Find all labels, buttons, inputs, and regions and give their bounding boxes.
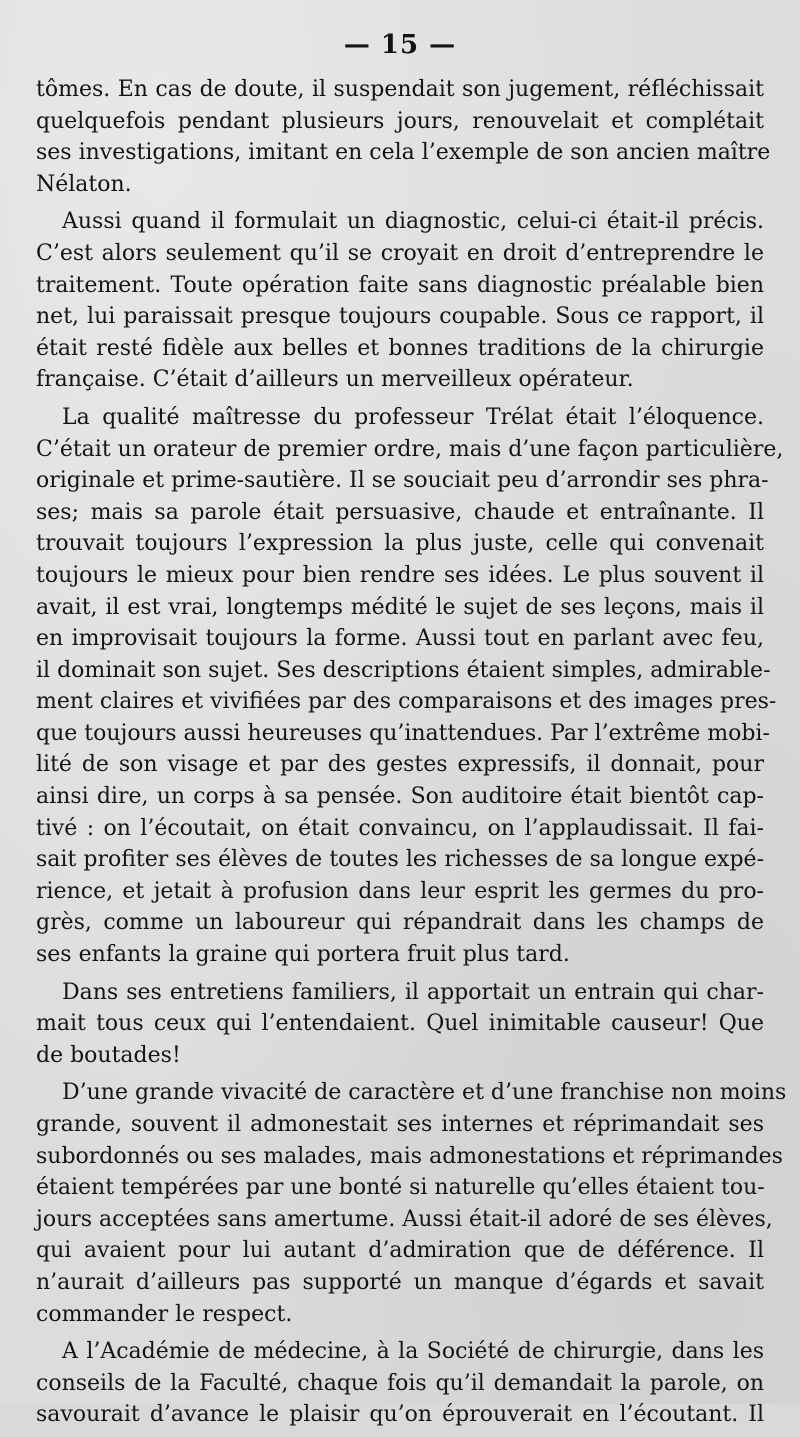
page-number: — 15 —: [343, 30, 457, 60]
text-line: étaient tempérées par une bonté si naturelle qu’elles étaient tou-: [36, 1175, 765, 1201]
paragraph: [36, 977, 764, 1072]
text-line: il dominait son sujet. Ses descriptions étaient simples, admirable-: [36, 657, 771, 683]
paragraph: [36, 74, 771, 200]
text-line: ses enfants la graine qui portera fruit plus tard.: [36, 942, 570, 968]
text-line: sait profiter ses élèves de toutes les richesses de sa longue expé-: [36, 847, 764, 873]
text-line: tômes. En cas de doute, il suspendait son jugement, réfléchissait: [36, 77, 764, 102]
text-line: ment claires et vivifiées par des comparaisons et des images pres-: [36, 689, 777, 715]
text-line: ainsi dire, un corps à sa pensée. Son auditoire était bientôt cap-: [36, 784, 764, 810]
text-line: A l’Académie de médecine, à la Société de chirurgie, dans les: [62, 1339, 764, 1365]
text-line: jours acceptées sans amertume. Aussi était-il adoré de ses élèves,: [36, 1206, 773, 1232]
text-line: quelquefois pendant plusieurs jours, renouvelait et complétait: [36, 108, 764, 134]
text-line: trouvait toujours l’expression la plus juste, celle qui convenait: [36, 531, 764, 557]
paragraph: [36, 402, 784, 971]
text-line: D’une grande vivacité de caractère et d’une franchise non moins: [62, 1080, 787, 1106]
text-line: ses; mais sa parole était persuasive, chaude et entraînante. Il: [36, 499, 764, 525]
text-line: savourait d’avance le plaisir qu’on éprouverait en l’écoutant. Il: [36, 1402, 764, 1428]
text-line: net, lui paraissait presque toujours coupable. Sous ce rapport, il: [36, 304, 764, 330]
text-line: rience, et jetait à profusion dans leur esprit les germes du pro-: [36, 878, 764, 904]
text-line: qui avaient pour lui autant d’admiration que de déférence. Il: [36, 1238, 764, 1264]
text-line: grande, souvent il admonestait ses internes et réprimandait ses: [36, 1112, 764, 1137]
text-line: tivé : on l’écoutait, on était convaincu, on l’applaudissait. Il fai-: [36, 815, 764, 841]
text-line: de boutades!: [36, 1042, 181, 1068]
text-line: française. C’était d’ailleurs un merveilleux opérateur.: [36, 367, 634, 393]
text-line: grès, comme un laboureur qui répandrait dans les champs de: [36, 910, 764, 936]
text-line: commander le respect.: [36, 1301, 293, 1327]
paragraph: [36, 206, 764, 396]
text-line: La qualité maîtresse du professeur Trélat était l’éloquence.: [62, 404, 764, 430]
body-text: [36, 74, 787, 1437]
text-line: traitement. Toute opération faite sans diagnostic préalable bien: [36, 272, 764, 298]
text-line: ses investigations, imitant en cela l’exemple de son ancien maître: [36, 140, 771, 166]
text-line: avait, il est vrai, longtemps médité le sujet de ses leçons, mais il: [36, 594, 764, 620]
text-line: C’était un orateur de premier ordre, mais d’une façon particulière,: [36, 436, 784, 462]
text-line: était resté fidèle aux belles et bonnes traditions de la chirurgie: [36, 335, 764, 361]
text-line: conseils de la Faculté, chaque fois qu’il demandait la parole, on: [36, 1370, 764, 1396]
text-line: mait tous ceux qui l’entendaient. Quel inimitable causeur! Que: [36, 1011, 764, 1037]
paragraph: [36, 1077, 787, 1330]
text-line: subordonnés ou ses malades, mais admonestations et réprimandes: [36, 1143, 783, 1169]
text-line: que toujours aussi heureuses qu’inattendues. Par l’extrême mobi-: [36, 720, 770, 746]
text-line: lité de son visage et par des gestes expressifs, il donnait, pour: [36, 752, 764, 778]
text-line: Dans ses entretiens familiers, il apportait un entrain qui char-: [62, 979, 764, 1005]
text-line: toujours le mieux pour bien rendre ses idées. Le plus souvent il: [36, 562, 764, 588]
text-line: C’est alors seulement qu’il se croyait en droit d’entreprendre le: [36, 240, 764, 266]
text-line: en improvisait toujours la forme. Aussi tout en parlant avec feu,: [36, 626, 764, 652]
text-line: originale et prime-sautière. Il se souciait peu d’arrondir ses phra-: [36, 468, 769, 494]
text-line: n’aurait d’ailleurs pas supporté un manque d’égards et savait: [36, 1269, 764, 1295]
text-line: Aussi quand il formulait un diagnostic, celui-ci était-il précis.: [62, 209, 764, 235]
text-line: Nélaton.: [36, 171, 132, 197]
paragraph: [36, 1336, 764, 1431]
